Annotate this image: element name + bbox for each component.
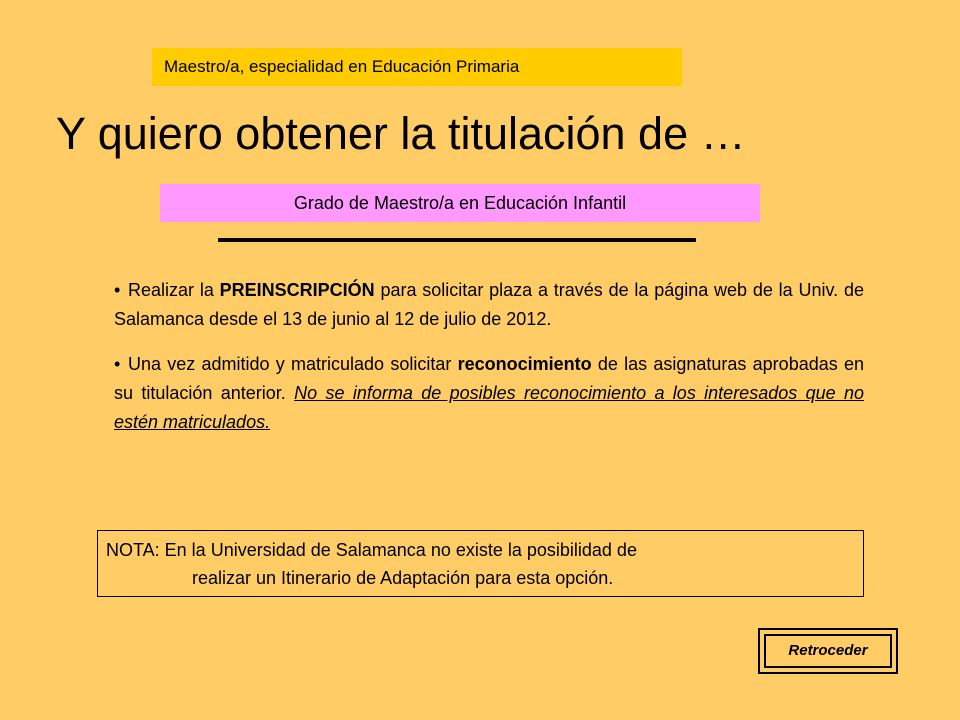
list-item-recognition: [114, 350, 864, 437]
page-title: Y quiero obtener la titulación de …: [56, 108, 746, 159]
bullet-text-end: para solicitar plaza a través de la página web de la Univ. de Salamanca desde el 13 de junio al 12 de julio de 2012.: [114, 280, 864, 329]
bullet-icon: •: [114, 280, 121, 300]
back-button-label: Retroceder: [764, 634, 892, 668]
instructions-list: [114, 276, 864, 453]
note-text-line1: NOTA: En la Universidad de Salamanca no existe la posibilidad de: [106, 540, 637, 560]
note-box: [97, 530, 864, 597]
bullet-icon: •: [114, 354, 121, 374]
bullet-text-start: Una vez admitido y matriculado solicitar: [128, 354, 458, 374]
bullet-bold-text: reconocimiento: [457, 354, 592, 374]
divider: [218, 238, 696, 242]
bullet-text-end: de las asignaturas aprobadas en su titulación anterior.: [114, 354, 864, 403]
bullet-text-start: Realizar la: [128, 280, 220, 300]
note-text-line2: realizar un Itinerario de Adaptación para esta opción.: [192, 568, 614, 588]
back-button[interactable]: [758, 628, 898, 674]
origin-degree-label: Maestro/a, especialidad en Educación Primaria: [152, 48, 682, 86]
bullet-bold-text: PREINSCRIPCIÓN: [219, 280, 375, 300]
bullet-warning-text: No se informa de posibles reconocimiento a los interesados que no estén matriculados.: [114, 383, 864, 432]
list-item-preinscription: [114, 276, 864, 334]
target-degree-label: Grado de Maestro/a en Educación Infantil: [160, 184, 760, 222]
